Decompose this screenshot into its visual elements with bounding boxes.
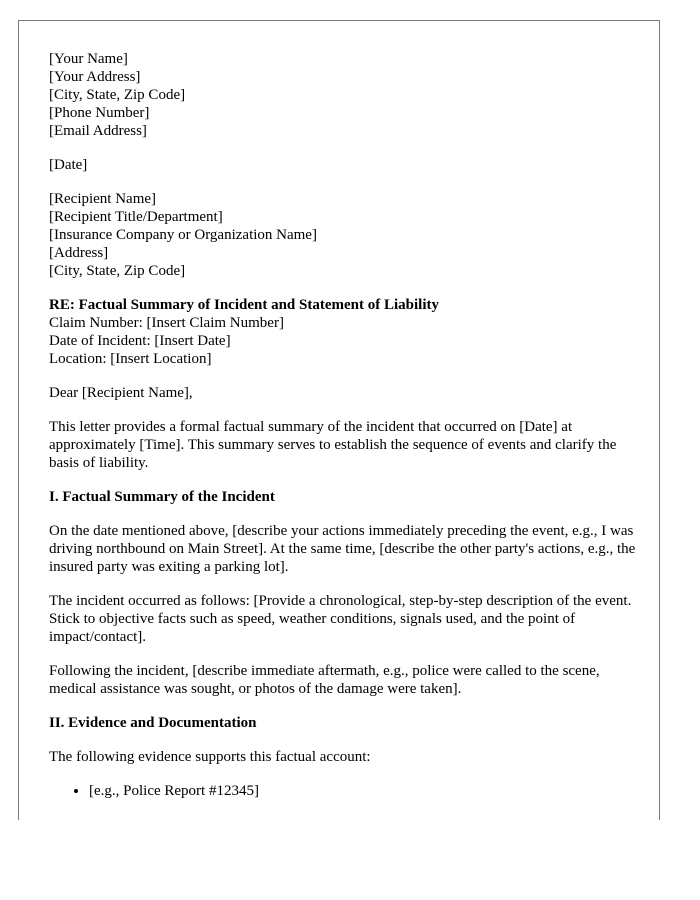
recipient-title: [Recipient Title/Department] <box>49 209 223 225</box>
recipient-company: [Insurance Company or Organization Name] <box>49 227 317 243</box>
list-item: • [e.g., Police Report #12345] <box>89 782 639 800</box>
recipient-name: [Recipient Name] <box>49 191 157 207</box>
section-heading-evidence: II. Evidence and Documentation <box>49 715 257 731</box>
recipient-city-state-zip: [City, State, Zip Code] <box>49 263 186 279</box>
evidence-list <box>49 782 639 800</box>
letter-content <box>49 50 639 800</box>
sender-address: [Your Address] <box>49 69 141 85</box>
recipient-address: [Address] <box>49 245 109 261</box>
subject-line: RE: Factual Summary of Incident and Statement of Liability <box>49 297 439 313</box>
section-heading-factual-summary: I. Factual Summary of the Incident <box>49 489 275 505</box>
claim-number: Claim Number: [Insert Claim Number] <box>49 315 284 331</box>
factual-paragraph: The incident occurred as follows: [Provide a chronological, step-by-step description of the event. Stick to objective facts such as speed, weather conditions, signals used, and the point of impact/contact]. <box>49 593 632 645</box>
date-of-incident: Date of Incident: [Insert Date] <box>49 333 231 349</box>
reference-block <box>49 296 639 368</box>
sender-city-state-zip: [City, State, Zip Code] <box>49 87 186 103</box>
sender-name: [Your Name] <box>49 51 128 67</box>
incident-location: Location: [Insert Location] <box>49 351 212 367</box>
factual-paragraph: On the date mentioned above, [describe your actions immediately preceding the event, e.g., I was driving northbound on Main Street]. At the same time, [describe the other party's actions, e.g., the insured party was exiting a parking lot]. <box>49 523 636 575</box>
recipient-block <box>49 190 639 280</box>
date-block <box>49 156 639 174</box>
salutation: Dear [Recipient Name], <box>49 385 193 401</box>
sender-block <box>49 50 639 140</box>
letter-page <box>18 20 660 820</box>
evidence-intro: The following evidence supports this factual account: <box>49 749 371 765</box>
sender-email: [Email Address] <box>49 123 147 139</box>
sender-phone: [Phone Number] <box>49 105 150 121</box>
intro-paragraph: This letter provides a formal factual summary of the incident that occurred on [Date] at approximately [Time]. This summary serves to establish the sequence of events and clarify the basis of liability. <box>49 419 617 471</box>
letter-date: [Date] <box>49 157 88 173</box>
factual-paragraph: Following the incident, [describe immediate aftermath, e.g., police were called to the scene, medical assistance was sought, or photos of the damage were taken]. <box>49 663 600 697</box>
